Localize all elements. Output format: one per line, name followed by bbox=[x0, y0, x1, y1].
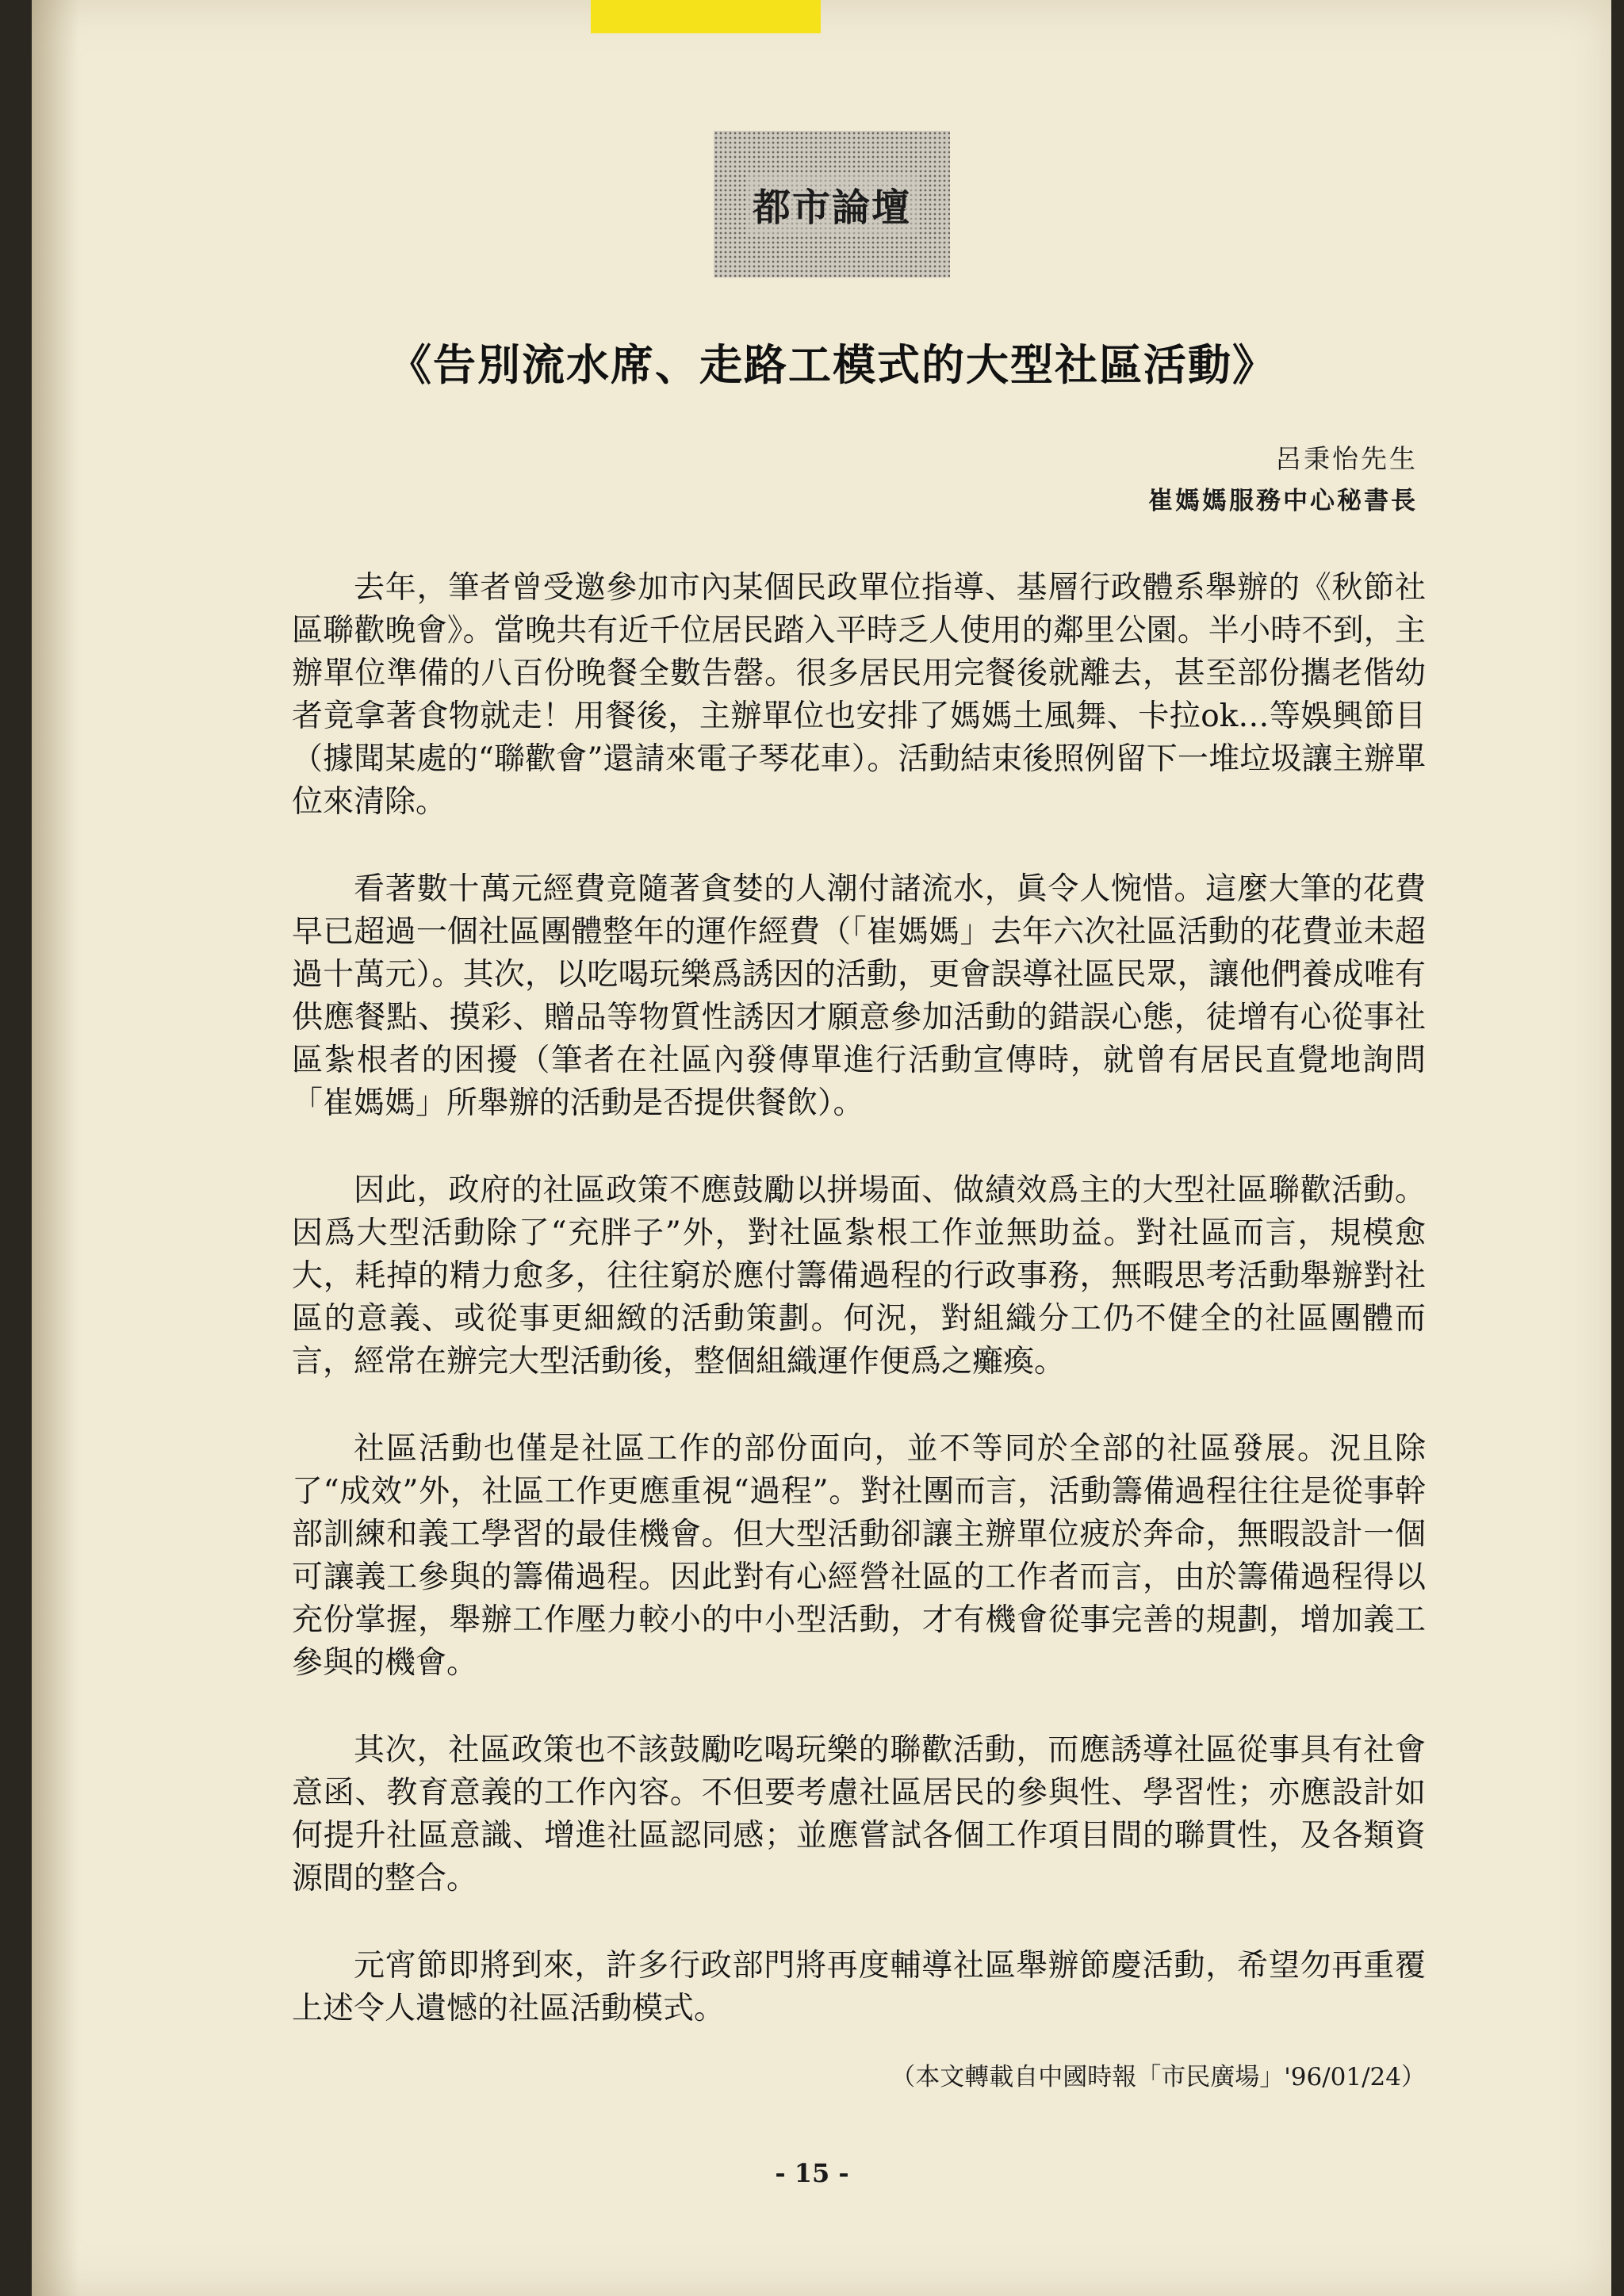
author-role: 崔媽媽服務中心秘書長 bbox=[1148, 487, 1418, 515]
section-label: 都市論壇 bbox=[746, 174, 917, 235]
paragraph: 其次，社區政策也不該鼓勵吃喝玩樂的聯歡活動，而應誘導社區從事具有社會意函、教育意義的工作內容。不但要考慮社區居民的參與性、學習性；亦應設計如何提升社區意識、增進社區認同感；並應嘗試各個工作項目間的聯貫性，及各類資源間的整合。 bbox=[292, 1732, 1426, 1896]
paragraph: 去年，筆者曾受邀參加市內某個民政單位指導、基層行政體系舉辦的《秋節社區聯歡晚會》。當晚共有近千位居民踏入平時乏人使用的鄰里公園。半小時不到，主辦單位準備的八百份晚餐全數告罄。很多居民用完餐後就離去，甚至部份攜老偕幼者竟拿著食物就走！用餐後，主辦單位也安排了媽媽土風舞、卡拉ok…等娛興節目（據聞某處的“聯歡會”還請來電子琴花車）。活動結束後照例留下一堆垃圾讓主辦單位來清除。 bbox=[292, 570, 1426, 820]
paragraph: 因此，政府的社區政策不應鼓勵以拼場面、做績效爲主的大型社區聯歡活動。因爲大型活動除了“充胖子”外，對社區紮根工作並無助益。對社區而言，規模愈大，耗掉的精力愈多，往往窮於應付籌備過程的行政事務，無暇思考活動舉辦對社區的意義、或從事更細緻的活動策劃。何況，對組織分工仍不健全的社區團體而言，經常在辦完大型活動後，整個組織運作便爲之癱瘓。 bbox=[292, 1173, 1426, 1380]
page-number: - 15 - bbox=[775, 2158, 849, 2188]
author-name: 呂秉怡先生 bbox=[1275, 443, 1418, 474]
paragraph: 社區活動也僅是社區工作的部份面向，並不等同於全部的社區發展。況且除了“成效”外，社區工作更應重視“過程”。對社團而言，活動籌備過程往往是從事幹部訓練和義工學習的最佳機會。但大型活動卻讓主辦單位疲於奔命，無暇設計一個可讓義工參與的籌備過程。因此對有心經營社區的工作者而言，由於籌備過程得以充份掌握，舉辦工作壓力較小的中小型活動，才有機會從事完善的規劃，增加義工參與的機會。 bbox=[292, 1431, 1426, 1681]
paragraph: 看著數十萬元經費竟隨著貪婪的人潮付諸流水，眞令人惋惜。這麼大筆的花費早已超過一個社區團體整年的運作經費（「崔媽媽」去年六次社區活動的花費並未超過十萬元）。其次，以吃喝玩樂爲誘因的活動，更會誤導社區民眾，讓他們養成唯有供應餐點、摸彩、贈品等物質性誘因才願意參加活動的錯誤心態，徒增有心從事社區紮根者的困擾（筆者在社區內發傳單進行活動宣傳時，就曾有居民直覺地詢問「崔媽媽」所舉辦的活動是否提供餐飲）。 bbox=[292, 871, 1426, 1121]
sticky-note-tab bbox=[591, 0, 821, 33]
paragraph: 元宵節即將到來，許多行政部門將再度輔導社區舉辦節慶活動，希望勿再重覆上述令人遺憾的社區活動模式。 bbox=[292, 1948, 1426, 2026]
binding-shadow bbox=[32, 0, 79, 2296]
article-body bbox=[292, 567, 1426, 2075]
section-header-box bbox=[714, 131, 950, 277]
article-title: 《告別流水席、走路工模式的大型社區活動》 bbox=[389, 340, 1277, 390]
source-note: （本文轉載自中國時報「市民廣場」'96/01/24） bbox=[891, 2063, 1426, 2091]
